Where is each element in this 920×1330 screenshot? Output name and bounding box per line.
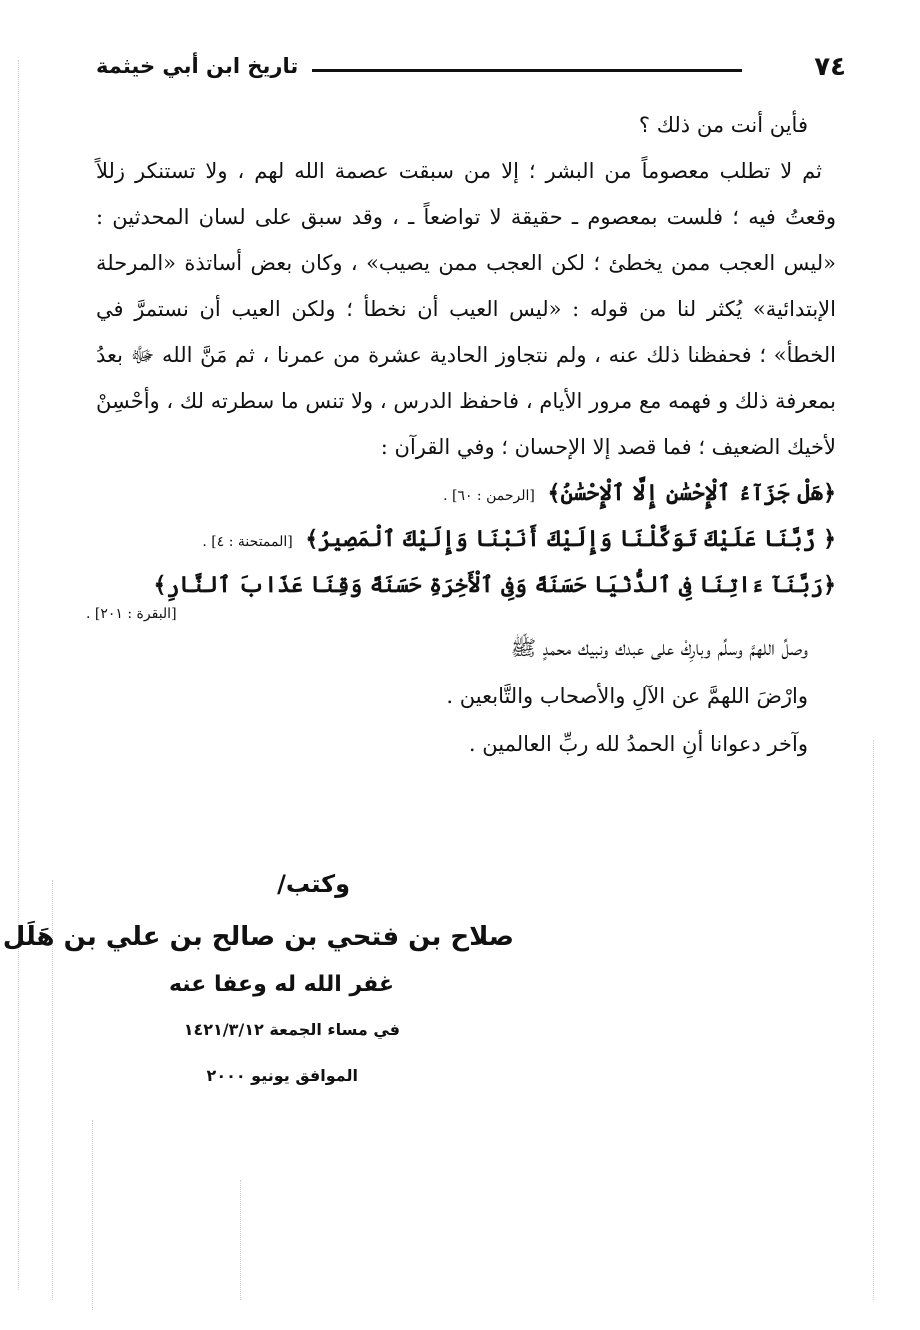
book-title: تاريخ ابن أبي خيثمة [96, 54, 299, 78]
closing-line: وارْضَ اللهمَّ عن الآلِ والأصحاب والتَّابعين . [446, 684, 808, 708]
quran-verse [96, 562, 836, 608]
body-line: ثم لا تطلب معصوماً من البشر ؛ إلا من سبقت عصمة الله لهم ، ولا تستنكر زللاً [96, 159, 822, 183]
page-header [96, 52, 846, 92]
body-line: بمعرفة ذلك و فهمه مع مرور الأيام ، فاحفظ الدرس ، ولا تنس ما سطرته لك ، وأحْسِنْ [96, 389, 836, 413]
verse-text: ﴿هَلْ جَزَآءُ ٱلْإِحْسَٰنِ إِلَّا ٱلْإِحْسَٰنُ﴾ [547, 480, 836, 506]
body-line: «ليس العجب ممن يخطئ ؛ لكن العجب ممن يصيب» ، وكان بعض أساتذة «المرحلة [96, 251, 836, 275]
gregorian-date: الموافق يونيو ٢٠٠٠ [206, 1066, 358, 1085]
body-line: الإبتدائية» يُكثر لنا من قوله : «ليس العيب أن نخطأ ؛ ولكن العيب أن نستمرَّ في [96, 297, 836, 321]
verse-text: ﴿ رَّبَّنَا عَلَيْكَ تَوَكَّلْنَا وَإِلَيْكَ أَنَبْنَا وَإِلَيْكَ ٱلْمَصِيرُ﴾ [305, 526, 836, 552]
quran-verse [96, 516, 836, 562]
verse-reference: [الممتحنة : ٤] . [202, 534, 293, 550]
signature-prefix: وكتب/ [277, 870, 350, 898]
scan-artifact [18, 60, 19, 1290]
author-prayer: غفر الله له وعفا عنه [168, 972, 394, 997]
closing-prayers [96, 624, 836, 768]
header-rule [312, 69, 742, 72]
verse-reference: [البقرة : ٢٠١] . [86, 606, 177, 622]
scan-artifact [92, 1120, 93, 1310]
closing-line: وصلِّ اللهمَّ وسلِّم وبارِكْ على عبدك ونبيك محمدٍ ﷺ [510, 636, 808, 660]
author-name: صلاح بن فتحي بن صالح بن علي بن هَلَل [2, 922, 514, 952]
body-line: الخطأ» ؛ فحفظنا ذلك عنه ، ولم نتجاوز الحادية عشرة من عمرنا ، ثم مَنَّ الله ﷻ بعدُ [96, 343, 836, 367]
page-number: ٧٤ [814, 52, 846, 82]
verse-text: ﴿رَبَّنَآ ءَاتِنَا فِى ٱلدُّنْيَا حَسَنَةً وَفِى ٱلْأَخِرَةِ حَسَنَةً وَقِنَا عَذَابَ ٱلنَّارِ﴾ [153, 572, 836, 598]
closing-line: وآخر دعوانا أنِ الحمدُ لله ربِّ العالمين . [468, 732, 808, 756]
scan-artifact [240, 1180, 241, 1300]
quran-verse [96, 470, 836, 516]
body-line: فأين أنت من ذلك ؟ [638, 113, 808, 137]
scan-artifact [873, 740, 874, 1300]
hijri-date: في مساء الجمعة ١٤٢١/٣/١٢ [183, 1020, 400, 1039]
verse-reference: [الرحمن : ٦٠] . [443, 488, 535, 504]
body-text [86, 102, 836, 768]
body-line: لأخيك الضعيف ؛ فما قصد إلا الإحسان ؛ وفي القرآن : [380, 435, 836, 459]
body-line: وقعتُ فيه ؛ فلست بمعصوم ـ حقيقة لا تواضعاً ـ ، وقد سبق على لسان المحدثين : [96, 205, 836, 229]
